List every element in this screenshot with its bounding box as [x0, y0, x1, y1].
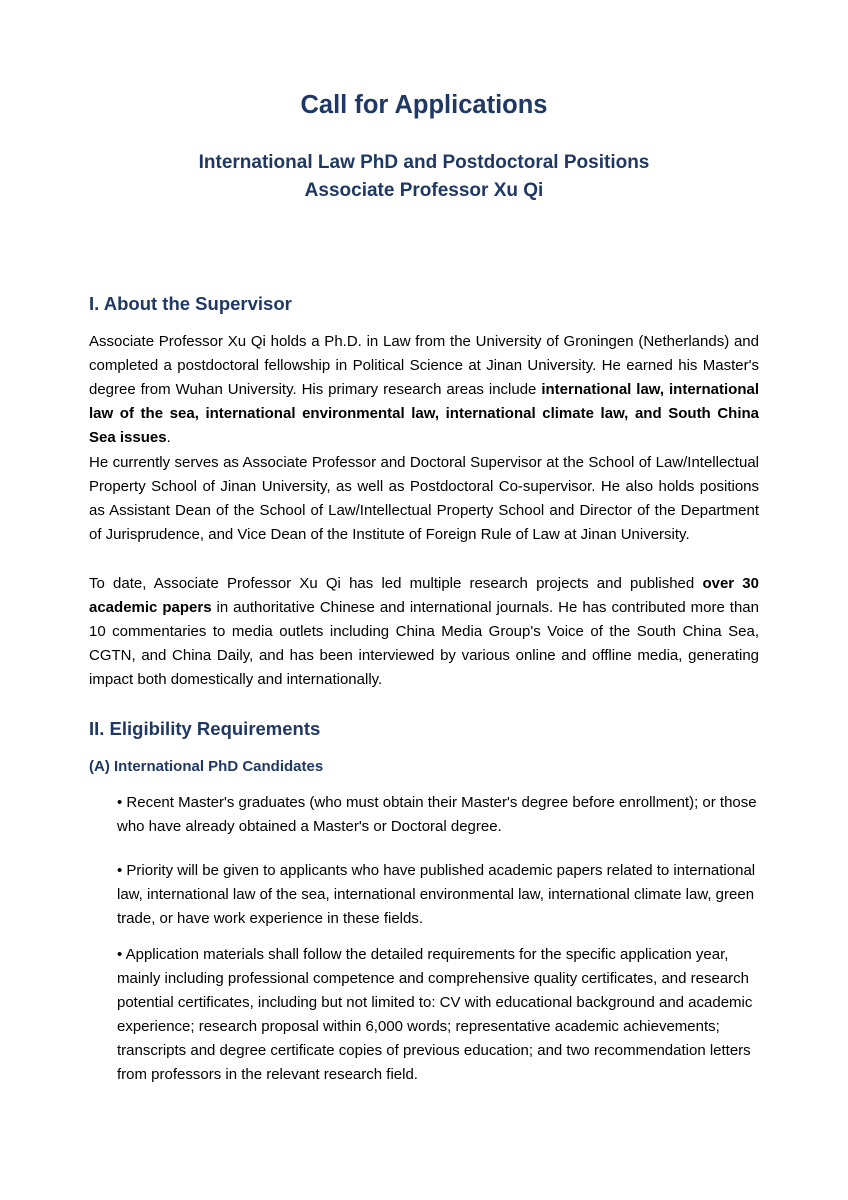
supervisor-paragraph-positions: He currently serves as Associate Professor and Doctoral Supervisor at the School of Law/Intellectual Property School of Jinan University, as well as Postdoctoral Co-supervisor. He also holds positions as Assistant Dean of the School of Law/Intellectual Property School and Director of the Department of Jurisprudence, and Vice Dean of the Institute of Foreign Rule of Law at Jinan University.	[89, 454, 759, 544]
eligibility-bullet-degree: • Recent Master's graduates (who must obtain their Master's degree before enrollment); or those who have already obtained a Master's or Doctoral degree.	[117, 794, 757, 836]
document-subtitle	[89, 149, 759, 205]
subtitle-line-positions: International Law PhD and Postdoctoral Positions	[198, 152, 650, 173]
emphasized-text: international law, international law of the sea, international environmental law, international climate law, and South China Sea issues	[89, 381, 760, 447]
eligibility-bullet-materials: • Application materials shall follow the detailed requirements for the specific application year, mainly including professional competence and comprehensive quality certificates, and research potential certificates, including but not limited to: CV with educational background and academic experience; research proposal within 6,000 words; representative academic achievements; transcripts and degree certificate copies of previous education; and two recommendation letters from professors in the relevant research field.	[117, 946, 753, 1084]
subheading-phd-candidates: (A) International PhD Candidates	[89, 758, 324, 775]
section-heading-eligibility: II. Eligibility Requirements	[89, 718, 321, 739]
supervisor-paragraph-background	[89, 330, 759, 450]
document-title: Call for Applications	[300, 91, 548, 119]
paragraph-text: Associate Professor Xu Qi holds a Ph.D. in Law from the University of Groningen (Netherlands) and completed a postdoctoral fellowship in Political Science at Jinan University. He earned his Master's degree from Wuhan University. His primary research areas include	[89, 333, 759, 399]
emphasized-text: over 30 academic papers	[89, 575, 759, 617]
supervisor-paragraph-publications	[89, 572, 759, 692]
paragraph-text: in authoritative Chinese and international journals. He has contributed more than 10 commentaries to media outlets including China Media Group's Voice of the South China Sea, CGTN, and China Daily, and has been interviewed by various online and offline media, generating impact both domestically and internationally.	[89, 599, 759, 689]
subtitle-line-supervisor: Associate Professor Xu Qi	[304, 180, 544, 201]
eligibility-bullet-priority: • Priority will be given to applicants who have published academic papers related to international law, international law of the sea, international environmental law, international climate law, green trade, or have work experience in these fields.	[117, 862, 756, 928]
paragraph-text: .	[166, 429, 171, 447]
section-heading-about-supervisor: I. About the Supervisor	[89, 293, 292, 314]
paragraph-text: To date, Associate Professor Xu Qi has led multiple research projects and published	[89, 575, 703, 592]
